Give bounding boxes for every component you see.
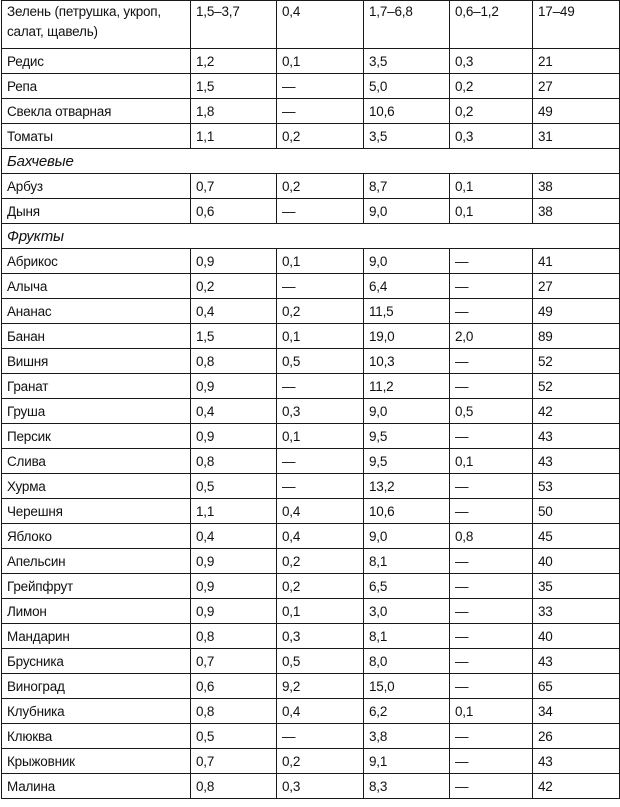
table-row bbox=[2, 124, 620, 149]
value-cell: 0,8 bbox=[191, 349, 277, 374]
product-name-cell: Арбуз bbox=[2, 174, 191, 199]
value-cell: 0,4 bbox=[277, 1, 364, 49]
product-name-cell: Мандарин bbox=[2, 624, 191, 649]
section-heading: Бахчевые bbox=[2, 149, 620, 174]
value-cell: 19,0 bbox=[364, 324, 450, 349]
value-cell: 38 bbox=[533, 174, 620, 199]
value-cell: 0,3 bbox=[277, 399, 364, 424]
table-row bbox=[2, 199, 620, 224]
value-cell: — bbox=[450, 724, 533, 749]
value-cell: 3,0 bbox=[364, 599, 450, 624]
value-cell: 0,3 bbox=[450, 124, 533, 149]
value-cell: 42 bbox=[533, 774, 620, 799]
value-cell: 0,9 bbox=[191, 549, 277, 574]
table-body bbox=[2, 1, 620, 799]
value-cell: 8,1 bbox=[364, 549, 450, 574]
value-cell: 9,0 bbox=[364, 249, 450, 274]
value-cell: — bbox=[450, 624, 533, 649]
value-cell: 42 bbox=[533, 399, 620, 424]
table-row bbox=[2, 274, 620, 299]
value-cell: 1,1 bbox=[191, 124, 277, 149]
value-cell: 2,0 bbox=[450, 324, 533, 349]
value-cell: 0,8 bbox=[450, 524, 533, 549]
value-cell: 27 bbox=[533, 74, 620, 99]
product-name-cell: Крыжовник bbox=[2, 749, 191, 774]
value-cell: 3,5 bbox=[364, 49, 450, 74]
table-row bbox=[2, 299, 620, 324]
value-cell: 0,2 bbox=[277, 299, 364, 324]
table-row bbox=[2, 749, 620, 774]
table-row bbox=[2, 399, 620, 424]
table-row bbox=[2, 249, 620, 274]
value-cell: 0,1 bbox=[277, 249, 364, 274]
product-name-cell: Хурма bbox=[2, 474, 191, 499]
value-cell: 0,3 bbox=[277, 624, 364, 649]
value-cell: — bbox=[450, 349, 533, 374]
value-cell: 0,1 bbox=[277, 599, 364, 624]
value-cell: 0,7 bbox=[191, 174, 277, 199]
product-name-cell: Редис bbox=[2, 49, 191, 74]
value-cell: — bbox=[450, 574, 533, 599]
value-cell: 0,8 bbox=[191, 624, 277, 649]
value-cell: 5,0 bbox=[364, 74, 450, 99]
value-cell: 0,1 bbox=[450, 699, 533, 724]
value-cell: — bbox=[450, 549, 533, 574]
value-cell: 89 bbox=[533, 324, 620, 349]
product-name-cell: Апельсин bbox=[2, 549, 191, 574]
table-row bbox=[2, 599, 620, 624]
value-cell: 0,9 bbox=[191, 424, 277, 449]
value-cell: 8,7 bbox=[364, 174, 450, 199]
value-cell: 49 bbox=[533, 299, 620, 324]
value-cell: 9,0 bbox=[364, 524, 450, 549]
product-name-cell: Банан bbox=[2, 324, 191, 349]
value-cell: 0,4 bbox=[277, 499, 364, 524]
value-cell: 9,0 bbox=[364, 199, 450, 224]
value-cell: — bbox=[450, 424, 533, 449]
value-cell: 9,1 bbox=[364, 749, 450, 774]
value-cell: 0,4 bbox=[277, 699, 364, 724]
value-cell: 0,7 bbox=[191, 749, 277, 774]
value-cell: 52 bbox=[533, 374, 620, 399]
value-cell: 26 bbox=[533, 724, 620, 749]
value-cell: — bbox=[450, 674, 533, 699]
table-row bbox=[2, 174, 620, 199]
value-cell: 6,5 bbox=[364, 574, 450, 599]
table-row bbox=[2, 699, 620, 724]
product-name-cell: Черешня bbox=[2, 499, 191, 524]
value-cell: 0,1 bbox=[450, 199, 533, 224]
value-cell: 0,2 bbox=[277, 124, 364, 149]
value-cell: — bbox=[277, 99, 364, 124]
value-cell: 10,6 bbox=[364, 99, 450, 124]
value-cell: 40 bbox=[533, 549, 620, 574]
value-cell: 11,2 bbox=[364, 374, 450, 399]
value-cell: 43 bbox=[533, 749, 620, 774]
value-cell: 3,5 bbox=[364, 124, 450, 149]
value-cell: 17–49 bbox=[533, 1, 620, 49]
value-cell: 9,5 bbox=[364, 449, 450, 474]
value-cell: 0,1 bbox=[277, 324, 364, 349]
value-cell: — bbox=[450, 774, 533, 799]
value-cell: — bbox=[450, 274, 533, 299]
product-name-cell: Виноград bbox=[2, 674, 191, 699]
value-cell: 49 bbox=[533, 99, 620, 124]
value-cell: 43 bbox=[533, 424, 620, 449]
product-name-cell: Грейпфрут bbox=[2, 574, 191, 599]
value-cell: 0,4 bbox=[277, 524, 364, 549]
value-cell: 0,1 bbox=[277, 424, 364, 449]
value-cell: 0,2 bbox=[277, 174, 364, 199]
value-cell: 0,9 bbox=[191, 599, 277, 624]
value-cell: 0,2 bbox=[277, 749, 364, 774]
value-cell: 0,5 bbox=[277, 349, 364, 374]
value-cell: — bbox=[277, 474, 364, 499]
value-cell: — bbox=[450, 499, 533, 524]
value-cell: 1,7–6,8 bbox=[364, 1, 450, 49]
value-cell: 1,8 bbox=[191, 99, 277, 124]
value-cell: — bbox=[450, 599, 533, 624]
value-cell: 21 bbox=[533, 49, 620, 74]
product-name-cell: Груша bbox=[2, 399, 191, 424]
value-cell: 65 bbox=[533, 674, 620, 699]
product-name-cell: Томаты bbox=[2, 124, 191, 149]
table-row bbox=[2, 499, 620, 524]
table-row bbox=[2, 474, 620, 499]
value-cell: 0,5 bbox=[191, 474, 277, 499]
value-cell: 50 bbox=[533, 499, 620, 524]
value-cell: 10,3 bbox=[364, 349, 450, 374]
table-row bbox=[2, 374, 620, 399]
value-cell: 8,0 bbox=[364, 649, 450, 674]
value-cell: 0,8 bbox=[191, 699, 277, 724]
value-cell: 41 bbox=[533, 249, 620, 274]
value-cell: 1,5 bbox=[191, 324, 277, 349]
value-cell: — bbox=[450, 374, 533, 399]
product-name-cell: Вишня bbox=[2, 349, 191, 374]
value-cell: 35 bbox=[533, 574, 620, 599]
product-name-cell: Гранат bbox=[2, 374, 191, 399]
value-cell: — bbox=[277, 724, 364, 749]
value-cell: 31 bbox=[533, 124, 620, 149]
value-cell: 0,2 bbox=[191, 274, 277, 299]
table-row bbox=[2, 1, 620, 49]
value-cell: 1,1 bbox=[191, 499, 277, 524]
value-cell: 0,3 bbox=[450, 49, 533, 74]
value-cell: 40 bbox=[533, 624, 620, 649]
table-row bbox=[2, 349, 620, 374]
product-name-cell: Дыня bbox=[2, 199, 191, 224]
value-cell: 6,2 bbox=[364, 699, 450, 724]
value-cell: 0,4 bbox=[191, 399, 277, 424]
value-cell: 15,0 bbox=[364, 674, 450, 699]
table-row bbox=[2, 524, 620, 549]
value-cell: 0,8 bbox=[191, 449, 277, 474]
table-row bbox=[2, 774, 620, 799]
value-cell: — bbox=[450, 649, 533, 674]
product-name-cell: Абрикос bbox=[2, 249, 191, 274]
table-row bbox=[2, 324, 620, 349]
value-cell: — bbox=[450, 249, 533, 274]
product-name-cell: Зелень (петрушка, укроп, салат, щавель) bbox=[2, 1, 191, 49]
value-cell: — bbox=[277, 274, 364, 299]
product-name-cell: Лимон bbox=[2, 599, 191, 624]
value-cell: 0,6–1,2 bbox=[450, 1, 533, 49]
value-cell: 0,2 bbox=[450, 74, 533, 99]
value-cell: 0,2 bbox=[277, 549, 364, 574]
product-name-cell: Репа bbox=[2, 74, 191, 99]
table-row bbox=[2, 549, 620, 574]
product-name-cell: Свекла отварная bbox=[2, 99, 191, 124]
value-cell: 43 bbox=[533, 649, 620, 674]
table-row bbox=[2, 674, 620, 699]
value-cell: 0,4 bbox=[191, 524, 277, 549]
value-cell: 9,5 bbox=[364, 424, 450, 449]
table-row bbox=[2, 49, 620, 74]
value-cell: 0,3 bbox=[277, 774, 364, 799]
value-cell: 0,5 bbox=[450, 399, 533, 424]
value-cell: 10,6 bbox=[364, 499, 450, 524]
product-name-cell: Яблоко bbox=[2, 524, 191, 549]
table-row bbox=[2, 424, 620, 449]
table-row bbox=[2, 99, 620, 124]
product-name-cell: Брусника bbox=[2, 649, 191, 674]
value-cell: 0,6 bbox=[191, 199, 277, 224]
value-cell: 0,8 bbox=[191, 774, 277, 799]
value-cell: 0,9 bbox=[191, 574, 277, 599]
value-cell: 9,0 bbox=[364, 399, 450, 424]
nutrition-table bbox=[1, 0, 620, 799]
value-cell: — bbox=[277, 449, 364, 474]
value-cell: 0,5 bbox=[191, 724, 277, 749]
value-cell: 8,1 bbox=[364, 624, 450, 649]
value-cell: 34 bbox=[533, 699, 620, 724]
value-cell: 0,6 bbox=[191, 674, 277, 699]
value-cell: 9,2 bbox=[277, 674, 364, 699]
value-cell: 6,4 bbox=[364, 274, 450, 299]
product-name-cell: Алыча bbox=[2, 274, 191, 299]
value-cell: 52 bbox=[533, 349, 620, 374]
value-cell: 0,9 bbox=[191, 249, 277, 274]
product-name-cell: Ананас bbox=[2, 299, 191, 324]
value-cell: — bbox=[277, 74, 364, 99]
value-cell: 3,8 bbox=[364, 724, 450, 749]
value-cell: 0,1 bbox=[277, 49, 364, 74]
value-cell: 45 bbox=[533, 524, 620, 549]
value-cell: 0,1 bbox=[450, 174, 533, 199]
value-cell: 53 bbox=[533, 474, 620, 499]
value-cell: 8,3 bbox=[364, 774, 450, 799]
product-name-cell: Клюква bbox=[2, 724, 191, 749]
section-heading: Фрукты bbox=[2, 224, 620, 249]
table-row bbox=[2, 449, 620, 474]
table-row bbox=[2, 574, 620, 599]
value-cell: 0,1 bbox=[450, 449, 533, 474]
value-cell: 11,5 bbox=[364, 299, 450, 324]
value-cell: — bbox=[277, 374, 364, 399]
value-cell: 0,9 bbox=[191, 374, 277, 399]
value-cell: 0,7 bbox=[191, 649, 277, 674]
value-cell: 0,5 bbox=[277, 649, 364, 674]
table-row bbox=[2, 74, 620, 99]
value-cell: — bbox=[277, 199, 364, 224]
value-cell: 38 bbox=[533, 199, 620, 224]
product-name-cell: Малина bbox=[2, 774, 191, 799]
value-cell: — bbox=[450, 474, 533, 499]
value-cell: 27 bbox=[533, 274, 620, 299]
value-cell: — bbox=[450, 299, 533, 324]
value-cell: — bbox=[450, 749, 533, 774]
value-cell: 0,2 bbox=[450, 99, 533, 124]
value-cell: 1,5 bbox=[191, 74, 277, 99]
product-name-cell: Слива bbox=[2, 449, 191, 474]
product-name-cell: Клубника bbox=[2, 699, 191, 724]
value-cell: 43 bbox=[533, 449, 620, 474]
table-row bbox=[2, 724, 620, 749]
section-row bbox=[2, 149, 620, 174]
table-row bbox=[2, 649, 620, 674]
value-cell: 0,2 bbox=[277, 574, 364, 599]
table-row bbox=[2, 624, 620, 649]
section-row bbox=[2, 224, 620, 249]
value-cell: 1,2 bbox=[191, 49, 277, 74]
value-cell: 13,2 bbox=[364, 474, 450, 499]
value-cell: 0,4 bbox=[191, 299, 277, 324]
value-cell: 33 bbox=[533, 599, 620, 624]
value-cell: 1,5–3,7 bbox=[191, 1, 277, 49]
product-name-cell: Персик bbox=[2, 424, 191, 449]
